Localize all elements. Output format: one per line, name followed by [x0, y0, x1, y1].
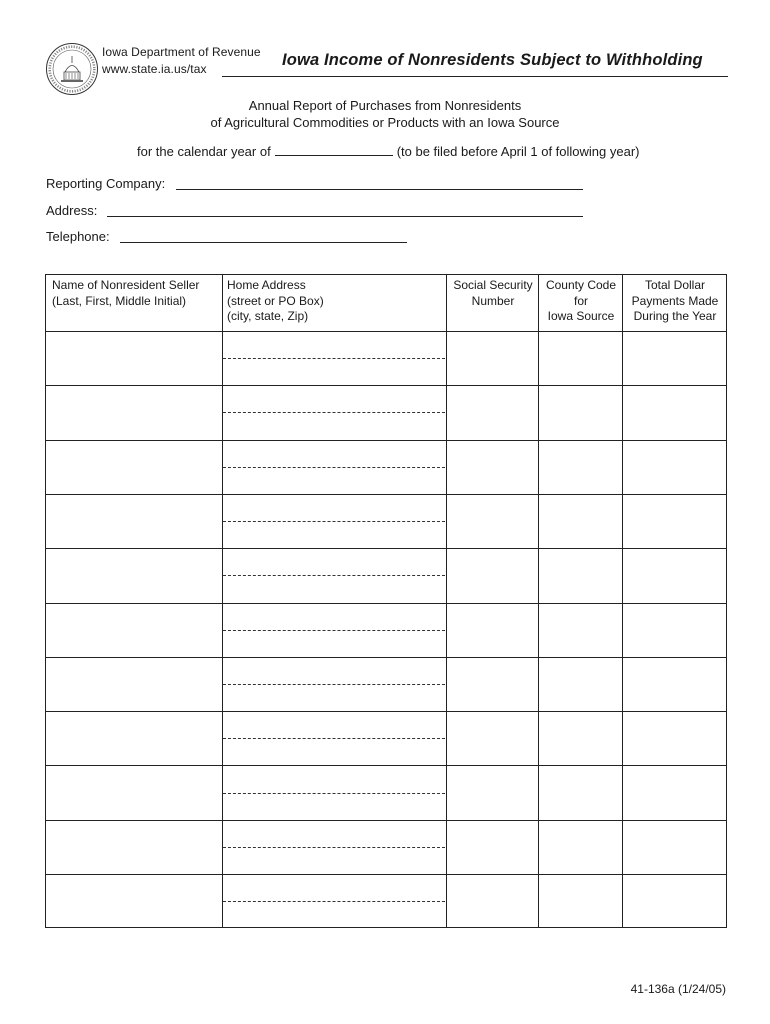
header-line: County Code — [545, 278, 617, 292]
form-number: 41-136a (1/24/05) — [630, 982, 726, 996]
reporting-company-row — [46, 176, 165, 191]
header-line: (city, state, Zip) — [227, 309, 309, 323]
filing-note: (to be filed before April 1 of following year) — [396, 144, 640, 159]
address-split-line — [223, 412, 445, 413]
address-split-line — [223, 630, 445, 631]
header-line: During the Year — [633, 309, 717, 323]
header-line: Payments Made — [631, 293, 719, 308]
address-split-line — [223, 358, 445, 359]
header-line: (Last, First, Middle Initial) — [52, 293, 187, 308]
column-header-home-address — [227, 278, 324, 325]
header-line: Name of Nonresident Seller — [52, 278, 200, 292]
address-split-line — [223, 738, 445, 739]
header-line: (street or PO Box) — [227, 293, 324, 308]
address-split-line — [223, 901, 445, 902]
header-line: Home Address — [227, 278, 306, 292]
telephone-label: Telephone: — [46, 229, 110, 244]
agency-block — [102, 44, 261, 78]
telephone-row — [46, 229, 110, 244]
calendar-year-label: for the calendar year of — [137, 144, 271, 159]
subtitle-line-1: Annual Report of Purchases from Nonresidents — [248, 98, 522, 113]
address-split-line — [223, 467, 445, 468]
reporting-company-field[interactable] — [176, 189, 583, 190]
state-seal-icon — [45, 42, 99, 96]
reporting-company-label: Reporting Company: — [46, 176, 166, 191]
header-line: for — [573, 293, 588, 308]
header-line: Total Dollar — [644, 278, 706, 292]
calendar-year-field[interactable] — [275, 143, 393, 156]
calendar-year-row — [137, 143, 640, 159]
subtitle-line-2: of Agricultural Commodities or Products with an Iowa Source — [210, 115, 560, 130]
form-title: Iowa Income of Nonresidents Subject to Withholding — [282, 51, 703, 69]
column-header-ssn — [447, 278, 539, 309]
address-split-line — [223, 684, 445, 685]
report-subtitle — [0, 97, 770, 131]
seller-table — [45, 274, 727, 928]
address-field[interactable] — [107, 216, 583, 217]
column-header-total-payments — [623, 278, 727, 325]
agency-url: www.state.ia.us/tax — [102, 62, 207, 76]
address-split-line — [223, 575, 445, 576]
header-line: Iowa Source — [547, 309, 615, 323]
address-split-line — [223, 793, 445, 794]
address-split-line — [223, 521, 445, 522]
address-row — [46, 203, 97, 218]
title-rule — [222, 76, 728, 77]
telephone-field[interactable] — [120, 242, 407, 243]
agency-name: Iowa Department of Revenue — [102, 45, 261, 59]
column-header-county-code — [539, 278, 623, 325]
address-split-line — [223, 847, 445, 848]
header-line: Number — [471, 293, 515, 308]
header-line: Social Security — [453, 278, 533, 292]
column-header-seller-name — [52, 278, 199, 309]
address-label: Address: — [46, 203, 98, 218]
